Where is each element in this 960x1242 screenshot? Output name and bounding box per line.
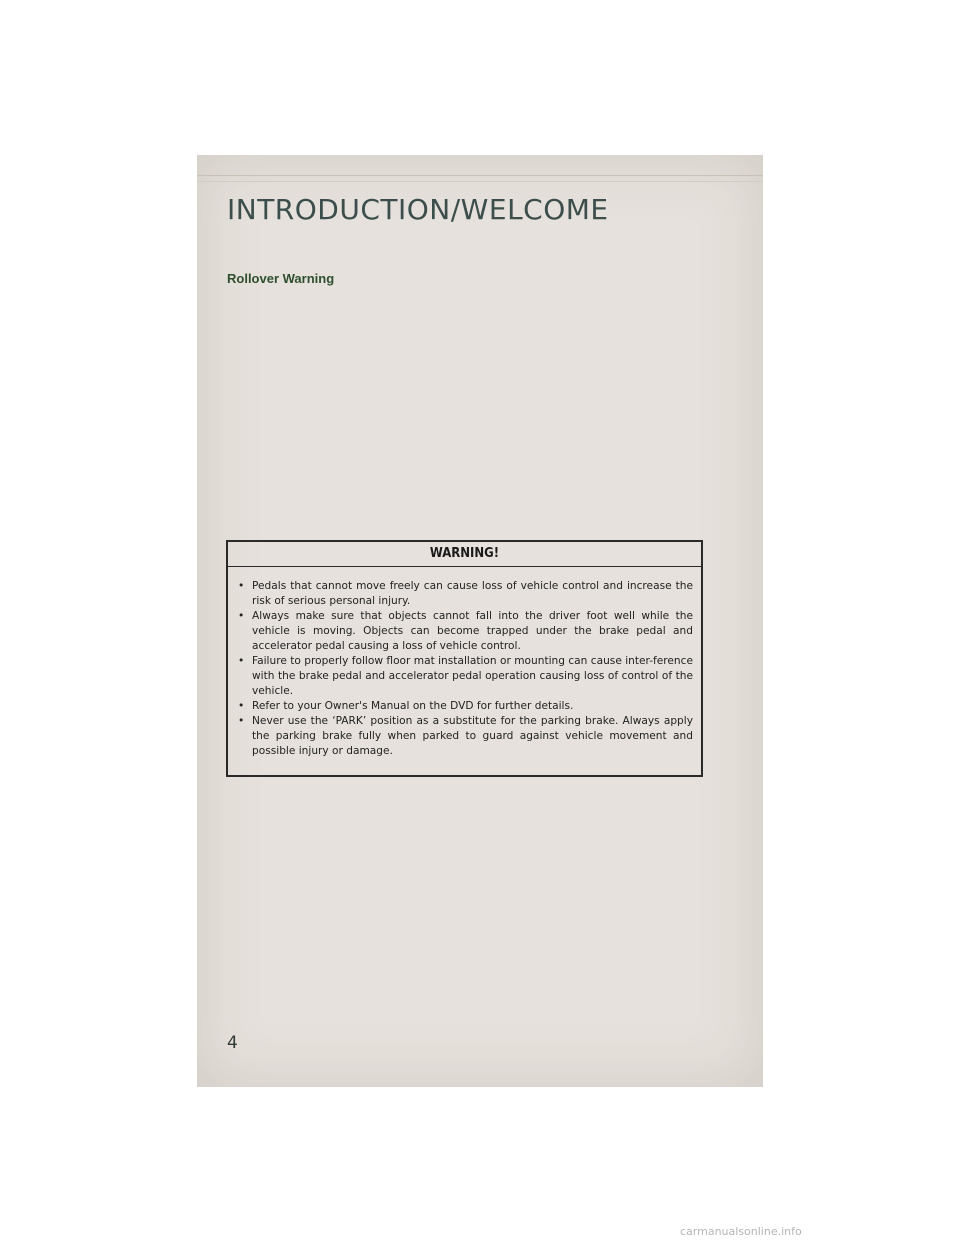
warning-item: • Always make sure that objects cannot fall into the driver foot well while the vehicle is moving. Objects can become trapped under the brake pedal and accelerator pedal causing a loss of vehicle control. (238, 610, 693, 652)
warning-item: • Refer to your Owner's Manual on the DVD for further details. (238, 700, 574, 712)
warning-item: • Never use the ‘PARK’ position as a substitute for the parking brake. Always apply the parking brake fully when parked to guard against vehicle movement and possible injury or damage. (238, 715, 693, 757)
header-rule-secondary (197, 181, 763, 182)
warning-list (228, 567, 701, 759)
sub-heading: Rollover Warning (227, 271, 335, 286)
page-number: 4 (227, 1033, 238, 1053)
section-title: INTRODUCTION/WELCOME (227, 193, 609, 226)
warning-box (226, 540, 703, 777)
manual-page (197, 155, 763, 1087)
warning-item: • Failure to properly follow floor mat installation or mounting can cause inter-ference with the brake pedal and accelerator pedal operation causing loss of control of the vehicle. (238, 655, 693, 697)
warning-title: WARNING! (228, 542, 701, 567)
watermark[interactable]: carmanualsonline.info (680, 1225, 802, 1238)
header-rule (197, 175, 763, 176)
warning-item: • Pedals that cannot move freely can cause loss of vehicle control and increase the risk of serious personal injury. (238, 580, 693, 607)
